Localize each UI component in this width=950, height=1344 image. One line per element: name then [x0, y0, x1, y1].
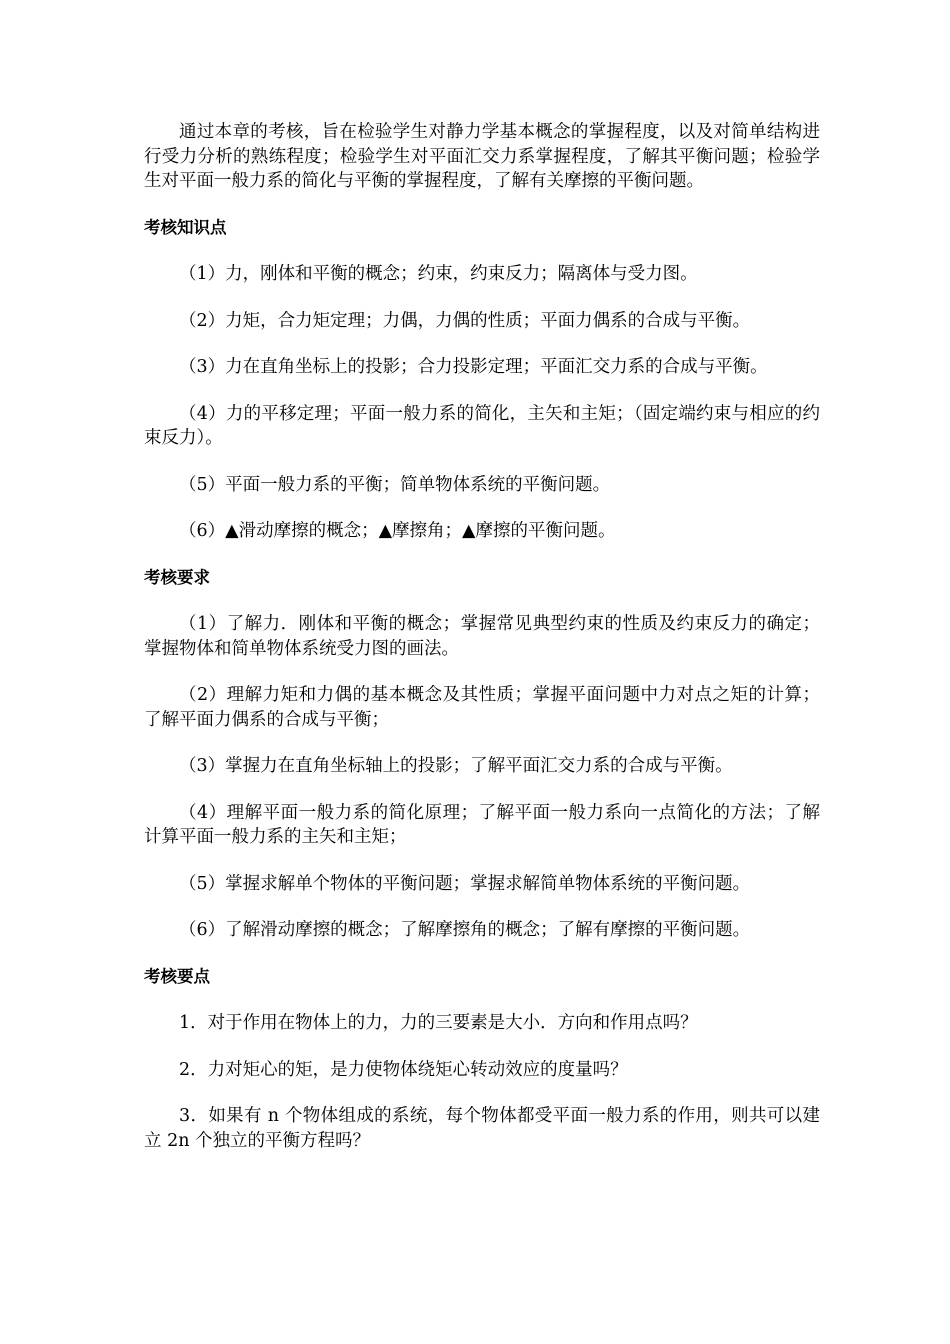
requirement-item: （4）理解平面一般力系的简化原理；了解平面一般力系向一点简化的方法；了解计算平面一般力系的主矢和主矩； — [144, 802, 820, 847]
requirements-heading: 考核要求 — [144, 567, 210, 587]
knowledge-item: （2）力矩，合力矩定理；力偶，力偶的性质；平面力偶系的合成与平衡。 — [179, 310, 751, 331]
intro-paragraph: 通过本章的考核，旨在检验学生对静力学基本概念的掌握程度，以及对简单结构进行受力分析的熟练程度；检验学生对平面汇交力系掌握程度，了解其平衡问题；检验学生对平面一般力系的简化与平衡的掌握程度，了解有关摩擦的平衡问题。 — [144, 122, 820, 191]
key-points-list — [144, 1011, 820, 1153]
requirement-item: （1）了解力．刚体和平衡的概念；掌握常见典型约束的性质及约束反力的确定；掌握物体和简单物体系统受力图的画法。 — [144, 614, 820, 659]
knowledge-list — [144, 262, 820, 544]
document-page — [144, 120, 820, 1153]
knowledge-item: （4）力的平移定理；平面一般力系的简化，主矢和主矩；（固定端约束与相应的约束反力）。 — [144, 403, 820, 448]
requirement-item: （2）理解力矩和力偶的基本概念及其性质；掌握平面问题中力对点之矩的计算；了解平面力偶系的合成与平衡； — [144, 685, 820, 730]
knowledge-item: （5）平面一般力系的平衡；简单物体系统的平衡问题。 — [179, 474, 611, 495]
knowledge-item: （3）力在直角坐标上的投影；合力投影定理；平面汇交力系的合成与平衡。 — [179, 357, 768, 377]
key-point-item: 1．对于作用在物体上的力，力的三要素是大小．方向和作用点吗？ — [179, 1013, 698, 1033]
key-point-item: 2．力对矩心的矩，是力使物体绕矩心转动效应的度量吗？ — [179, 1059, 628, 1080]
requirement-item: （6）了解滑动摩擦的概念；了解摩擦角的概念；了解有摩擦的平衡问题。 — [179, 920, 751, 940]
knowledge-heading: 考核知识点 — [144, 217, 227, 237]
requirement-item: （5）掌握求解单个物体的平衡问题；掌握求解简单物体系统的平衡问题。 — [179, 873, 751, 894]
requirements-list — [144, 612, 820, 943]
knowledge-item: （6）▲滑动摩擦的概念；▲摩擦角；▲摩擦的平衡问题。 — [179, 521, 616, 541]
key-points-heading: 考核要点 — [144, 966, 210, 986]
knowledge-item: （1）力，刚体和平衡的概念；约束，约束反力；隔离体与受力图。 — [179, 264, 698, 284]
key-point-item: 3．如果有 n 个物体组成的系统，每个物体都受平面一般力系的作用，则共可以建立 2n 个独立的平衡方程吗？ — [144, 1106, 820, 1151]
requirement-item: （3）掌握力在直角坐标轴上的投影；了解平面汇交力系的合成与平衡。 — [179, 756, 733, 776]
